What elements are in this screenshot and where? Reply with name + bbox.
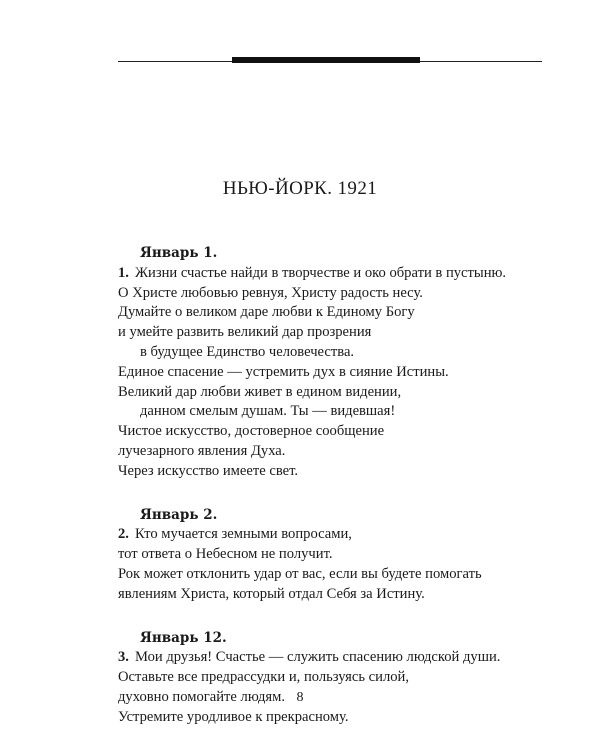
entry-line: Оставьте все предрассудки и, пользуясь силой, bbox=[118, 669, 410, 686]
entry-first-line bbox=[118, 525, 558, 545]
header-rule-thick bbox=[232, 57, 420, 63]
page-number: 8 bbox=[296, 690, 304, 705]
entry-line: данном смелым душам. Ты — видевшая! bbox=[140, 403, 396, 420]
entry-line: Через искусство имеете свет. bbox=[118, 462, 299, 479]
entry-first-line bbox=[118, 264, 558, 284]
entry-text: Кто мучается земными вопросами, bbox=[134, 526, 352, 543]
entry-line: Думайте о великом даре любви к Единому Богу bbox=[118, 304, 415, 321]
entry-text: Жизни счастье найди в творчестве и око обрати в пустыню. bbox=[134, 264, 507, 281]
entry-number: 1. bbox=[118, 264, 129, 281]
entry-line: и умейте развить великий дар прозрения bbox=[118, 324, 372, 341]
entry-date: Январь 2. bbox=[140, 506, 218, 523]
entry-january-2 bbox=[118, 506, 558, 605]
entry-date: Январь 1. bbox=[140, 245, 218, 261]
entry-january-12 bbox=[118, 629, 558, 728]
entry-line: духовно помогайте людям. bbox=[118, 688, 286, 705]
entry-line: Рок может отклонить удар от вас, если вы будете помогать bbox=[118, 565, 482, 582]
diary-entries bbox=[118, 244, 558, 728]
entry-line: Единое спасение — устремить дух в сияние Истины. bbox=[118, 363, 449, 380]
entry-line: явлениям Христа, который отдал Себя за Истину. bbox=[118, 585, 425, 602]
entry-line: в будущее Единство человечества. bbox=[140, 343, 355, 360]
entry-line: О Христе любовью ревнуя, Христу радость несу. bbox=[118, 284, 423, 301]
entry-line: Чистое искусство, достоверное сообщение bbox=[118, 423, 385, 440]
entry-line: лучезарного явления Духа. bbox=[118, 442, 286, 459]
entry-line: тот ответа о Небесном не получит. bbox=[118, 546, 333, 563]
entry-text: Мои друзья! Счастье — служить спасению людской души. bbox=[134, 649, 501, 666]
entry-first-line bbox=[118, 648, 558, 668]
entry-january-1 bbox=[118, 244, 558, 482]
entry-date: Январь 12. bbox=[140, 629, 227, 646]
page-title: НЬЮ-ЙОРК. 1921 bbox=[222, 178, 378, 199]
entry-number: 2. bbox=[118, 526, 129, 543]
entry-line: Великий дар любви живет в едином видении, bbox=[118, 383, 402, 400]
entry-number: 3. bbox=[118, 649, 129, 666]
entry-line: Устремите уродливое к прекрасному. bbox=[118, 708, 349, 725]
